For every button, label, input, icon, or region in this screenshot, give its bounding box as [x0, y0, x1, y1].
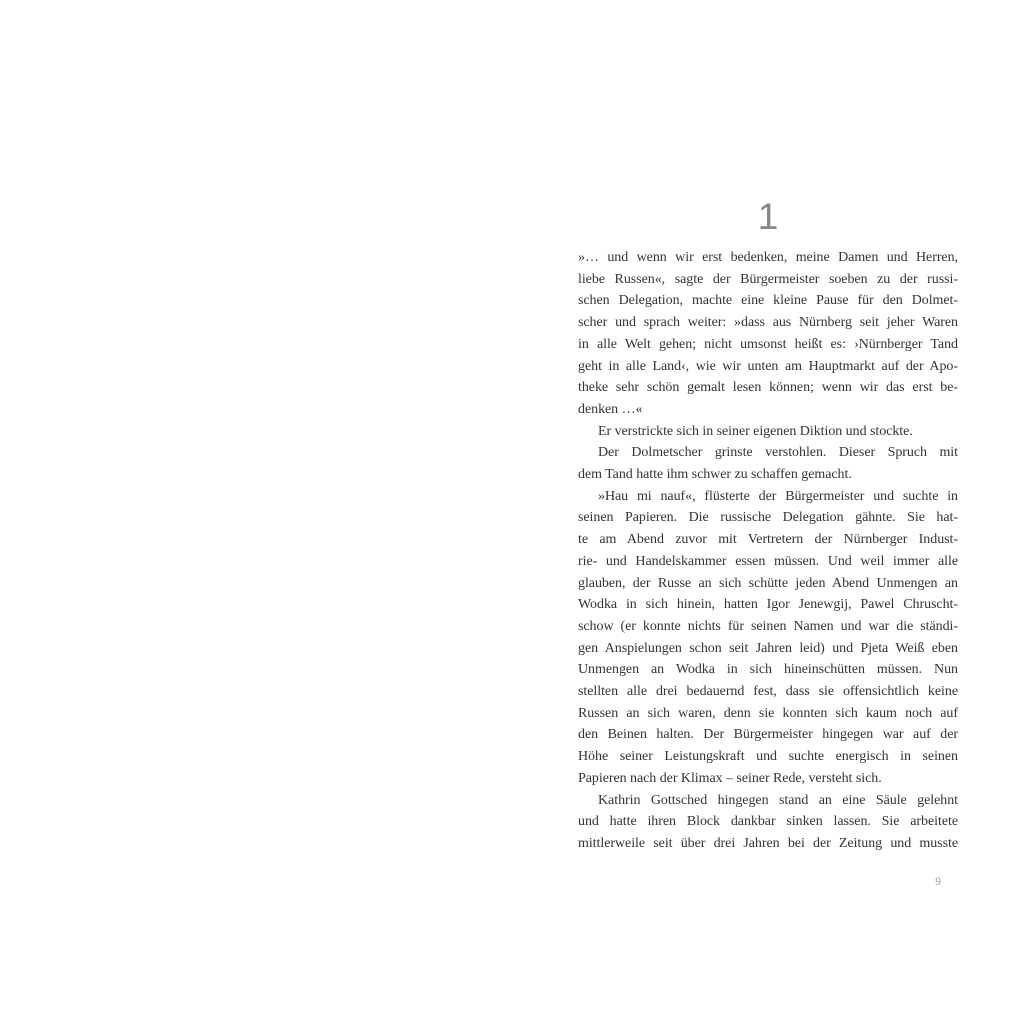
paragraph — [578, 247, 958, 421]
text-line: liebe Russen«, sagte der Bürgermeister soeben zu der russi- — [578, 271, 958, 287]
text-line: te am Abend zuvor mit Vertretern der Nürnberger Indust- — [578, 532, 958, 548]
paragraph — [578, 486, 958, 790]
text-line: den Beinen halten. Der Bürgermeister hingegen war auf der — [578, 727, 958, 743]
text-line: Unmengen an Wodka in sich hineinschütten müssen. Nun — [578, 662, 958, 678]
text-line: Russen an sich waren, denn sie konnten sich kaum noch auf — [578, 705, 958, 721]
text-line: gen Anspielungen schon seit Jahren leid) und Pjeta Weiß eben — [578, 640, 958, 656]
text-line: in alle Welt gehen; nicht umsonst heißt es: ›Nürnberger Tand — [578, 336, 958, 352]
text-line: rie- und Handelskammer essen müssen. Und weil immer alle — [578, 553, 958, 569]
text-line: seinen Papieren. Die russische Delegation gähnte. Sie hat- — [578, 510, 958, 526]
paragraph — [578, 790, 958, 855]
chapter-number: 1 — [757, 196, 779, 237]
page-number: 9 — [935, 876, 941, 888]
text-line: »… und wenn wir erst bedenken, meine Damen und Herren, — [578, 250, 958, 265]
text-line: dem Tand hatte ihm schwer zu schaffen gemacht. — [578, 467, 852, 483]
body-text — [578, 247, 958, 855]
text-line: mittlerweile seit über drei Jahren bei der Zeitung und musste — [578, 835, 958, 851]
text-line: »Hau mi nauf«, flüsterte der Bürgermeister und suchte in — [598, 488, 958, 504]
paragraph — [578, 442, 958, 485]
text-line: scher und sprach weiter: »dass aus Nürnberg seit jeher Waren — [578, 315, 958, 331]
paragraph — [578, 421, 958, 443]
text-line: schen Delegation, machte eine kleine Pause für den Dolmet- — [578, 293, 958, 309]
text-line: und hatte ihren Block dankbar sinken lassen. Sie arbeitete — [578, 814, 958, 830]
text-line: geht in alle Land‹, wie wir unten am Hauptmarkt auf der Apo- — [578, 358, 958, 374]
text-line: Er verstrickte sich in seiner eigenen Diktion und stockte. — [598, 423, 913, 439]
text-line: denken …« — [578, 401, 643, 417]
text-line: Höhe seiner Leistungskraft und suchte energisch in seinen — [578, 749, 958, 765]
text-line: theke sehr schön gemalt lesen können; wenn wir das erst be- — [578, 380, 958, 396]
text-line: stellten alle drei bedauernd fest, dass sie offensichtlich keine — [578, 684, 958, 700]
text-line: Wodka in sich hinein, hatten Igor Jenewgij, Pawel Chruscht- — [578, 597, 958, 613]
text-line: schow (er konnte nichts für seinen Namen und war die ständi- — [578, 618, 958, 634]
text-line: glauben, der Russe an sich schütte jeden Abend Unmengen an — [578, 575, 958, 591]
text-line: Der Dolmetscher grinste verstohlen. Dieser Spruch mit — [598, 445, 958, 461]
text-line: Papieren nach der Klimax – seiner Rede, versteht sich. — [578, 770, 882, 786]
text-line: Kathrin Gottsched hingegen stand an eine Säule gelehnt — [598, 792, 958, 808]
